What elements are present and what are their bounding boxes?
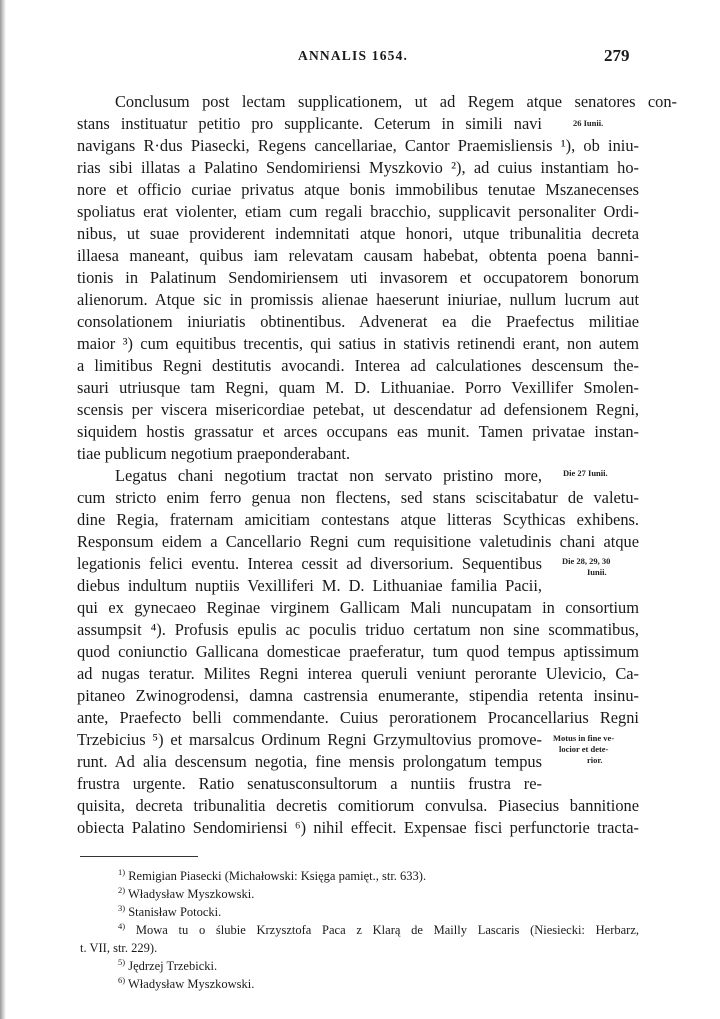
footnote-text: Mowa tu o ślubie Krzysztofa Paca z Klarą de Mailly Lascaris (Niesiecki: Herbarz, (135, 923, 640, 937)
footnote (80, 922, 639, 938)
footnote (118, 958, 217, 974)
text-line: qui ex gynecaeo Reginae virginem Gallicam Mali nuncupatam in consortium (77, 598, 639, 617)
footnote-mark: 4) (118, 921, 126, 931)
footnote-mark: 6) (118, 975, 126, 985)
footnote-mark: 1) (118, 867, 126, 877)
text-line: maior ³) cum equitibus trecentis, qui satius in stativis retinendi erant, non autem (77, 334, 639, 353)
running-title: ANNALIS 1654. (298, 48, 409, 63)
text-line: dine Regia, fraternam amicitiam contestans atque litteras Scythicas exhibens. (77, 510, 639, 529)
text-line: alienorum. Atque sic in promissis alienae haeserunt iniuriae, nullum lucrum aut (77, 290, 639, 309)
running-head (0, 48, 720, 68)
footnote-mark: 5) (118, 957, 126, 967)
footnote-mark: 3) (118, 903, 126, 913)
text-line: illaesa maneant, quibus iam relevatam causam habebat, obtenta poena banni- (77, 246, 639, 265)
footnote (118, 886, 254, 902)
text-line: nibus, ut suae providerent indemnitati atque honori, utque tribunalitia decreta (77, 224, 639, 243)
text-line: spoliatus erat violenter, etiam cum regali bracchio, supplicavit personaliter Ordi- (77, 202, 639, 221)
footnote-continuation (80, 940, 157, 956)
text-line: Conclusum post lectam supplicationem, ut ad Regem atque senatores con- (115, 92, 677, 111)
margin-note-june-28-30-cont: Iunii. (587, 567, 607, 577)
text-line: frustra urgente. Ratio senatusconsultorum a nuntiis frustra re- (77, 774, 542, 793)
footnote-mark: 2) (118, 885, 126, 895)
text-line: ad nugas teratur. Milites Regni interea queruli veniunt perorante Ulevicio, Ca- (77, 664, 639, 683)
margin-note-june-27: Die 27 Iunii. (563, 468, 608, 478)
footnote-text: Remigian Piasecki (Michałowski: Księga pamięt., str. 633). (128, 869, 427, 883)
footnote-text: Władysław Myszkowski. (128, 887, 255, 901)
text-line: Responsum eidem a Cancellario Regni cum requisitione valetudinis chani atque (77, 532, 639, 551)
text-line: runt. Ad alia descensum negotia, fine mensis prolongatum tempus (77, 752, 542, 771)
footnote (118, 904, 221, 920)
text-line: Legatus chani negotium tractat non servato pristino more, (115, 466, 542, 485)
text-line: consolationem iniuriatis obtinentibus. Advenerat ea die Praefectus militiae (77, 312, 639, 331)
text-line: legationis felici eventu. Interea cessit ad diversorium. Sequentibus (77, 554, 542, 573)
footnote-text: Jędrzej Trzebicki. (128, 959, 218, 973)
margin-note-june-26: 26 Iunii. (573, 118, 604, 128)
footnote-text: t. VII, str. 229). (80, 941, 158, 955)
margin-note-motus-cont: locior et dete- (559, 744, 609, 754)
text-line: navigans R·dus Piasecki, Regens cancellariae, Cantor Praemisliensis ¹), ob iniu- (77, 136, 639, 155)
footnote-text: Stanisław Potocki. (128, 905, 222, 919)
text-line: assumpsit ⁴). Profusis epulis ac poculis triduo certatum non sine scommatibus, (77, 620, 639, 639)
text-line: siquidem hostis grassatur et arces occupans eas munit. Tamen privatae instan- (77, 422, 639, 441)
text-line: scensis per viscera misericordiae petebat, ut descendatur ad defensionem Regni, (77, 400, 639, 419)
text-line: stans instituatur petitio pro supplicante. Ceterum in simili navi (77, 114, 542, 133)
text-line: quod coniunctio Gallicana domesticae praeferatur, tum quod tempus aptissimum (77, 642, 639, 661)
margin-note-june-28-30: Die 28, 29, 30 (562, 556, 611, 566)
text-line: a limitibus Regni destitutis avocandi. Interea ad calculationes descensum the- (77, 356, 639, 375)
page-edge-shadow (0, 0, 6, 1019)
text-line: tiae publicum negotium praeponderabant. (77, 444, 351, 463)
text-line: sauri utriusque tam Regni, quam M. D. Lithuaniae. Porro Vexillifer Smolen- (77, 378, 639, 397)
footnote-separator (80, 856, 198, 857)
text-line: pitaneo Zwinogrodensi, damna castrensia enumerante, stipendia retenta insinu- (77, 686, 639, 705)
margin-note-motus: Motus in fine ve- (553, 733, 615, 743)
text-line: rias sibi illatas a Palatino Sendomiriensi Myszkovio ²), ad cuius instantiam ho- (77, 158, 639, 177)
text-line: diebus indultum nuptiis Vexilliferi M. D. Lithuaniae familia Pacii, (77, 576, 542, 595)
text-line: cum stricto enim ferro genua non flectens, sed stans sciscitabatur de valetu- (77, 488, 639, 507)
footnote-text: Władysław Myszkowski. (128, 977, 255, 991)
text-line: ante, Praefecto belli commendante. Cuius perorationem Procancellarius Regni (77, 708, 639, 727)
margin-note-motus-end: rior. (587, 755, 603, 765)
text-line: nore et officio curiae privatus atque bonis immobilibus tenutae Mszanecenses (77, 180, 639, 199)
footnote (118, 976, 254, 992)
text-line: obiecta Palatino Sendomiriensi ⁶) nihil effecit. Expensae fisci perfunctorie tracta- (77, 818, 639, 837)
text-line: quisita, decreta tribunalitia decretis comitiorum convulsa. Piasecius bannitione (77, 796, 639, 815)
footnote (118, 868, 426, 884)
text-line: tionis in Palatinum Sendomiriensem uti invasorem et occupatorem bonorum (77, 268, 639, 287)
text-line: Trzebicius ⁵) et marsalcus Ordinum Regni Grzymultovius promove- (77, 730, 542, 749)
page-number: 279 (604, 46, 630, 65)
